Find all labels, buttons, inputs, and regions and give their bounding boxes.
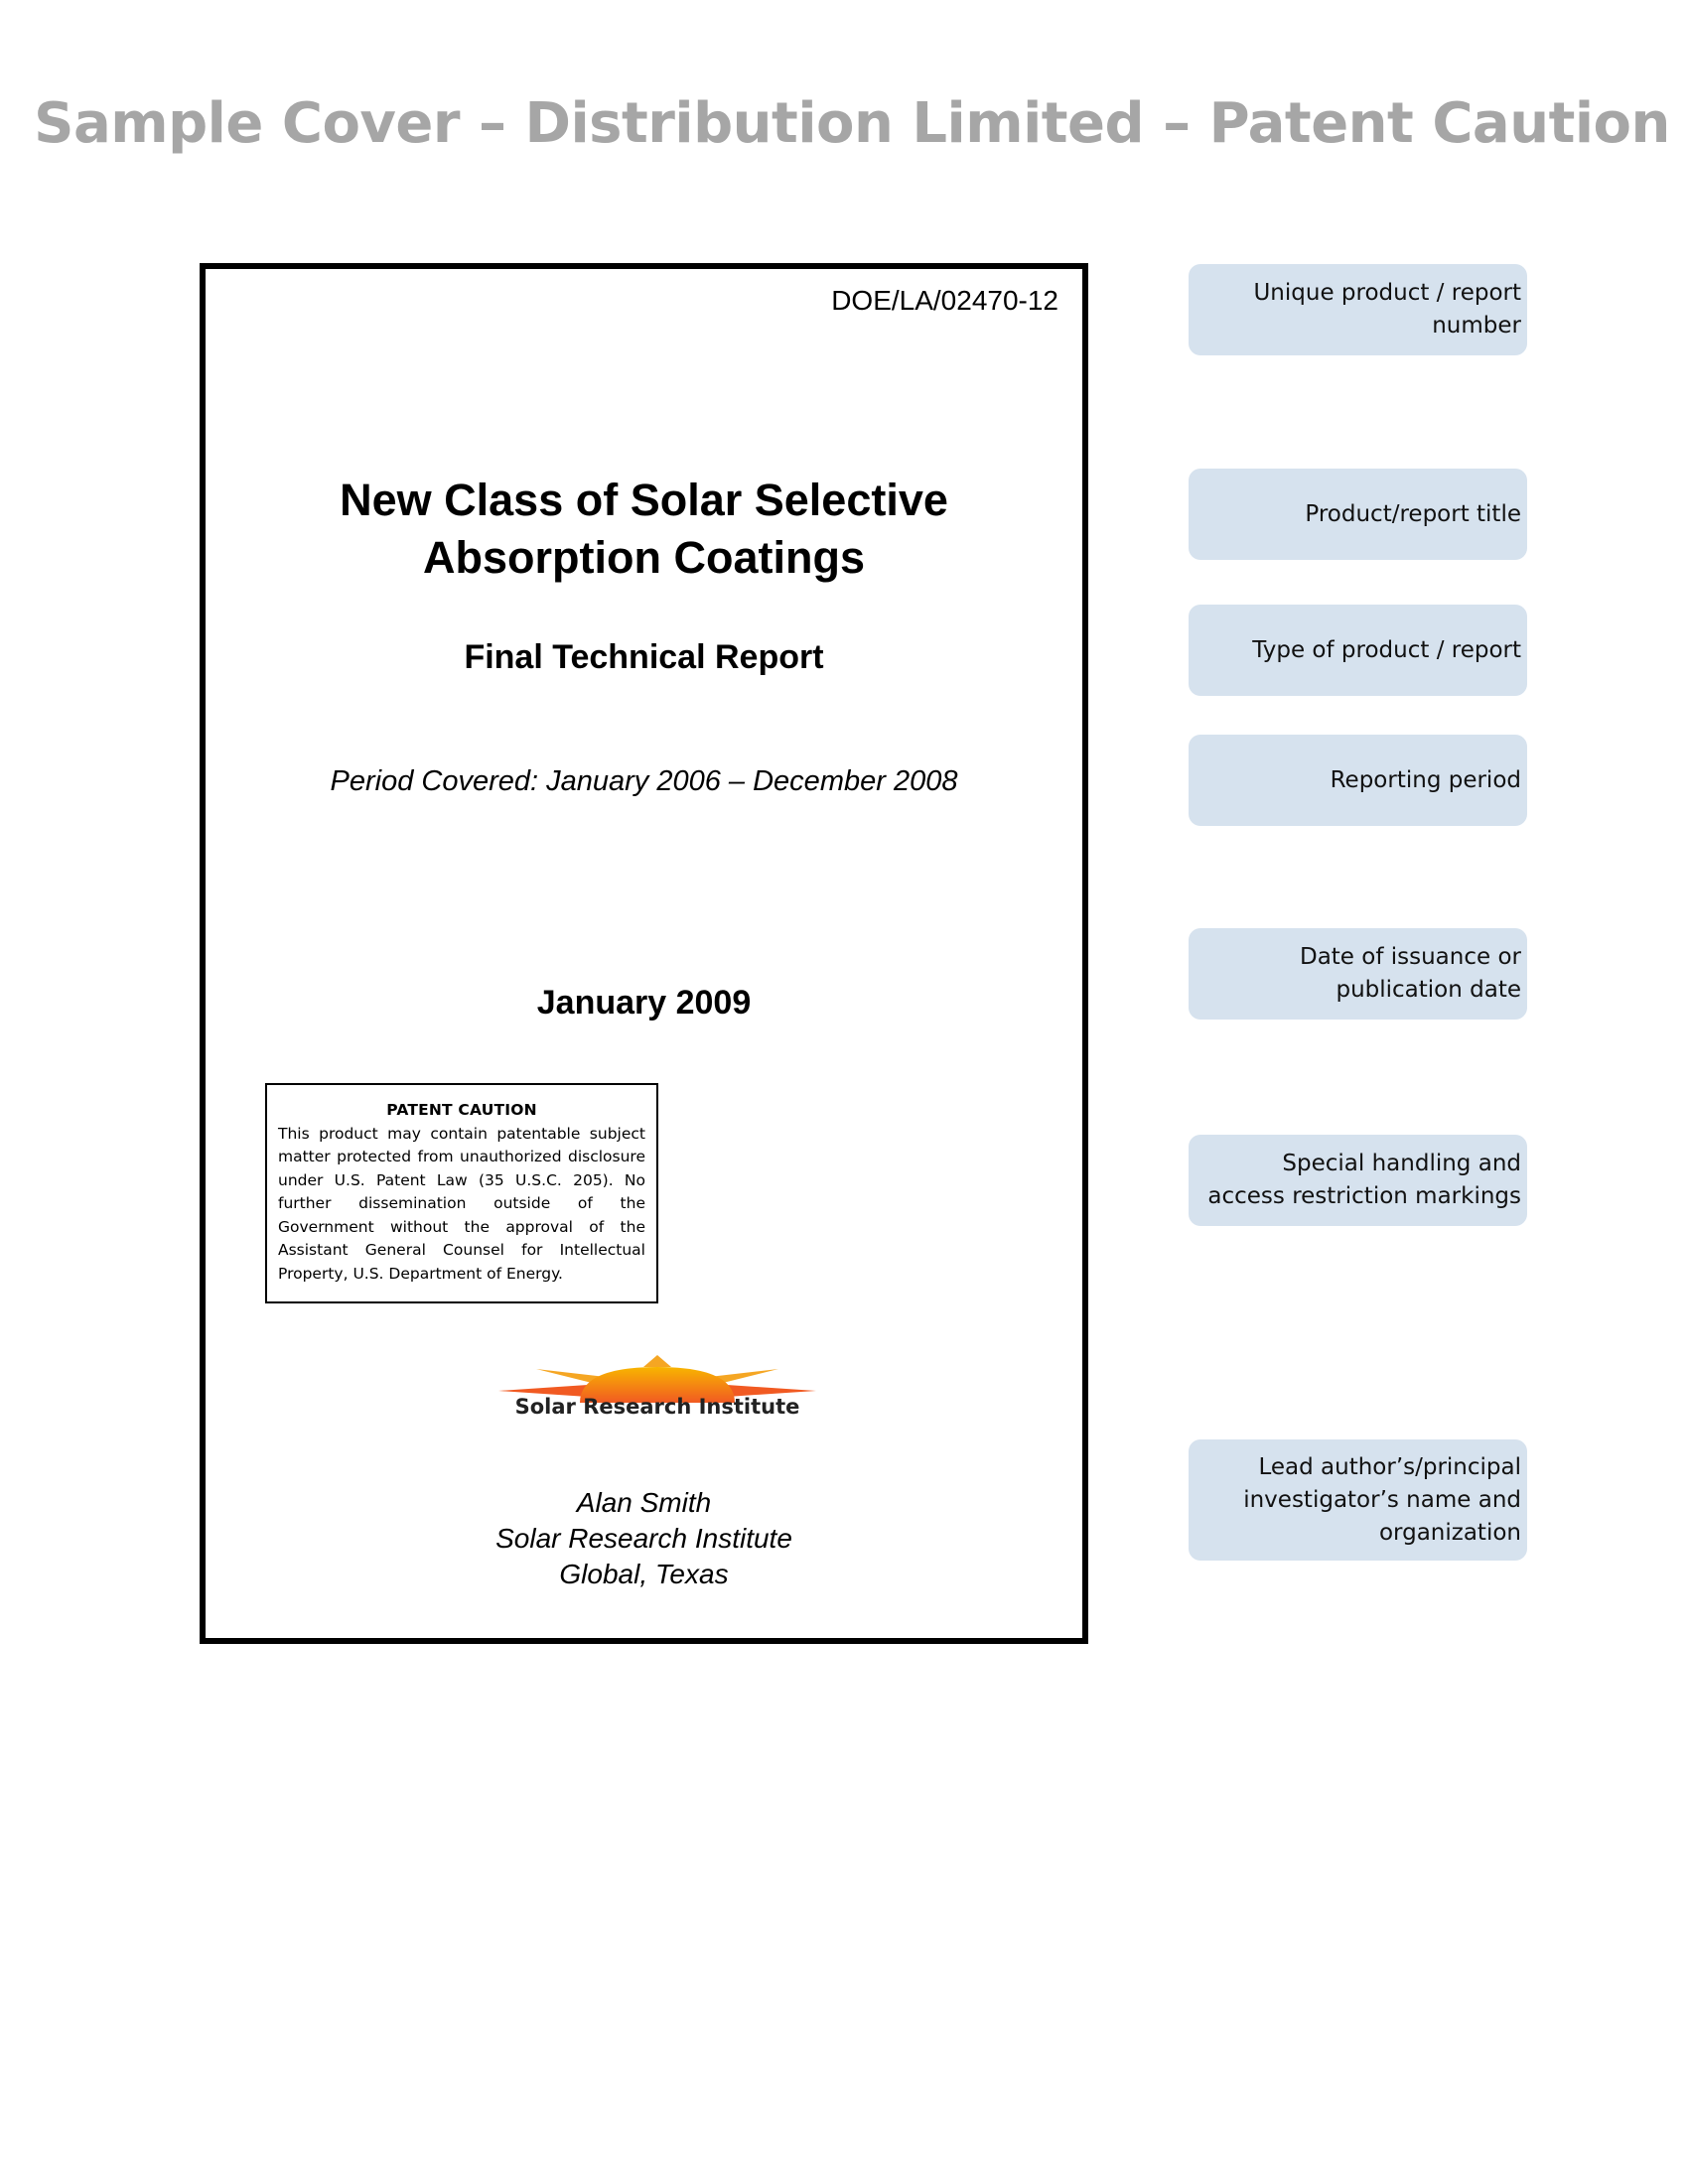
callout-reporting-period xyxy=(1189,735,1527,826)
logo-text: Solar Research Institute xyxy=(514,1395,800,1419)
callout-handling-markings xyxy=(1189,1135,1527,1226)
callout-report-type xyxy=(1189,605,1527,696)
page-heading: Sample Cover – Distribution Limited – Patent Caution xyxy=(34,91,1670,156)
logo-ray-top xyxy=(643,1355,671,1367)
callout-label: Unique product / report number xyxy=(1253,280,1521,339)
callout-label: Product/report title xyxy=(1305,500,1521,527)
patent-caution-heading: PATENT CAUTION xyxy=(386,1101,537,1119)
report-title-line-2: Absorption Coatings xyxy=(423,532,865,583)
callout-label: Lead author’s/principal investigator’s name and organization xyxy=(1243,1453,1521,1546)
callout-author xyxy=(1189,1439,1527,1561)
institute-logo xyxy=(498,1351,816,1440)
report-type: Final Technical Report xyxy=(464,638,824,676)
author-block xyxy=(206,1485,1082,1592)
patent-caution-box xyxy=(265,1083,658,1303)
report-title xyxy=(206,472,1082,587)
author-name: Alan Smith xyxy=(576,1487,712,1518)
reporting-period: Period Covered: January 2006 – December 2008 xyxy=(330,765,958,797)
patent-caution-text: This product may contain patentable subject matter protected from unauthorized disclosure under U.S. Patent Law (35 U.S.C. 205). No further dissemination outside of the Government without the approval of the Assistant General Counsel for Intellectual Property, U.S. Department of Energy. xyxy=(278,1124,645,1283)
callout-title xyxy=(1189,469,1527,560)
callout-issue-date xyxy=(1189,928,1527,1020)
callout-label: Type of product / report xyxy=(1252,636,1521,663)
report-title-line-1: New Class of Solar Selective xyxy=(340,475,948,525)
author-location: Global, Texas xyxy=(559,1559,729,1589)
report-cover xyxy=(200,263,1088,1644)
callout-label: Special handling and access restriction markings xyxy=(1207,1151,1521,1209)
report-number: DOE/LA/02470-12 xyxy=(831,285,1058,316)
issue-date: January 2009 xyxy=(536,984,752,1022)
callout-label: Date of issuance or publication date xyxy=(1299,944,1521,1003)
author-organization: Solar Research Institute xyxy=(495,1523,792,1554)
callout-label: Reporting period xyxy=(1330,766,1521,793)
callout-report-number xyxy=(1189,264,1527,355)
